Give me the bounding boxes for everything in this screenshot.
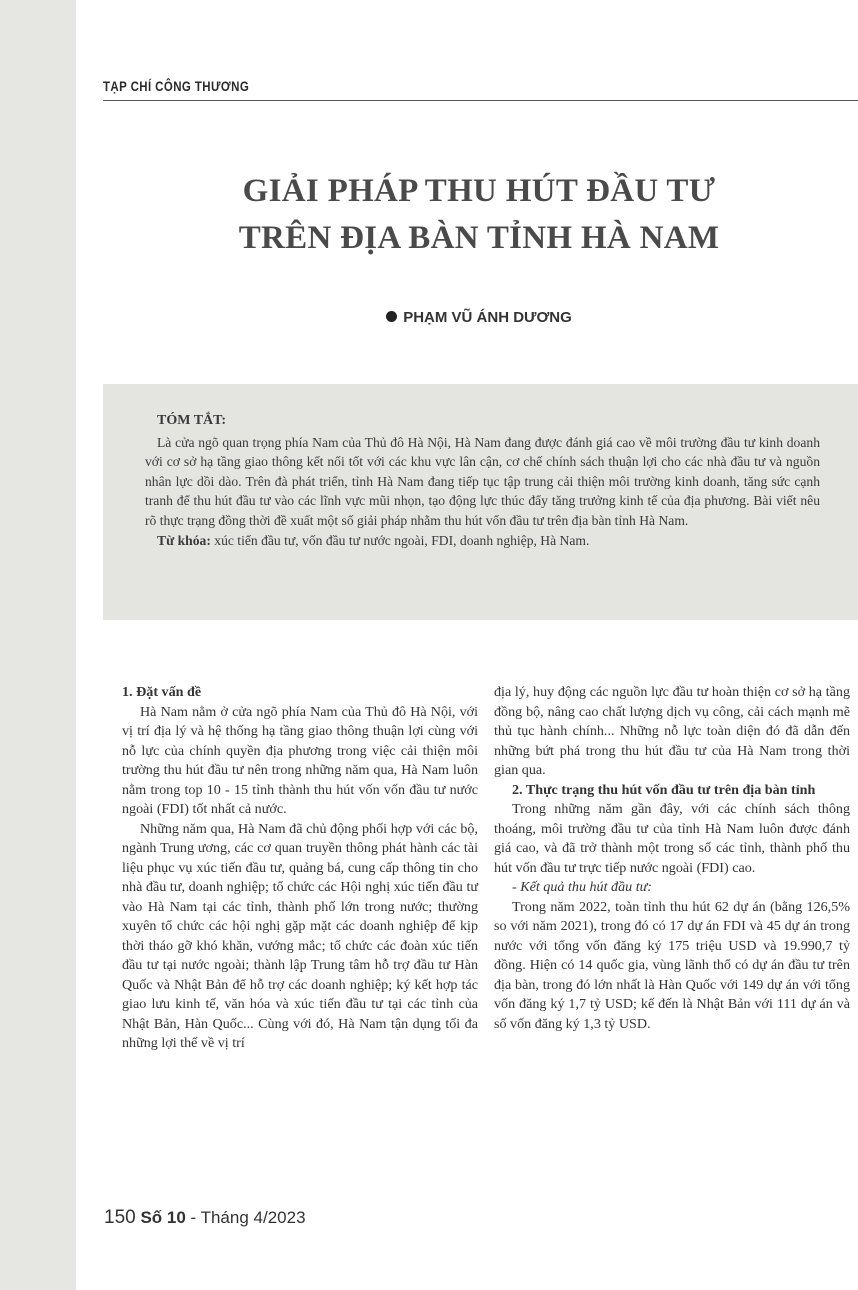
page-number: 150	[104, 1207, 136, 1228]
column-right	[494, 683, 850, 1034]
paragraph-1: Hà Nam nằm ở cửa ngõ phía Nam của Thủ đô Hà Nội, với vị trí địa lý và hệ thống hạ tầng giao thông thuận lợi cùng với nỗ lực của chính quyền địa phương trong việc cải thiện môi trường thu hút đầu tư nên trong những năm qua, Hà Nam luôn nằm trong top 10 - 15 tỉnh thành thu hút vốn vốn đầu tư nước ngoài (FDI) tốt nhất cả nước.	[122, 703, 478, 817]
column-left	[122, 683, 478, 1054]
paragraph-4: Trong năm 2022, toàn tỉnh thu hút 62 dự án (bằng 126,5% so với năm 2021), trong đó có 17 dự án FDI và 45 dự án trong nước với tổng vốn đăng ký 175 triệu USD và 19.990,7 tỷ đồng. Hiện có 14 quốc gia, vùng lãnh thổ có dự án đầu tư trên địa bàn, trong đó lớn nhất là Hàn Quốc với 149 dự án với tổng vốn đăng ký 1,7 tỷ USD; kế đến là Nhật Bản với 111 dự án và số vốn đăng ký 1,3 tỷ USD.	[494, 898, 850, 1032]
article-title	[100, 168, 858, 262]
title-line-2: TRÊN ĐỊA BÀN TỈNH HÀ NAM	[238, 220, 720, 256]
abstract-heading: TÓM TẮT:	[157, 413, 227, 428]
section-1-heading: 1. Đặt vấn đề	[122, 684, 202, 700]
issue-date: - Tháng 4/2023	[185, 1208, 306, 1227]
page-footer	[104, 1207, 306, 1229]
paragraph-2-continued: địa lý, huy động các nguồn lực đầu tư hoàn thiện cơ sở hạ tầng đồng bộ, nâng cao chất lượng dịch vụ công, cải cách mạnh mẽ thủ tục hành chính... Những nỗ lực toàn diện đó đã dẫn đến những bứt phá trong thu hút đầu tư của Hà Nam trong thời gian qua.	[494, 684, 850, 778]
paragraph-2: Những năm qua, Hà Nam đã chủ động phối hợp với các bộ, ngành Trung ương, các cơ quan truyền thông phát hành các tài liệu phục vụ xúc tiến đầu tư, quảng bá, cung cấp thông tin cho nhà đầu tư, doanh nghiệp; tổ chức các Hội nghị xúc tiến đầu tư vào Hà Nam tại các tỉnh, thành phố lớn trong nước; thường xuyên tổ chức các hội nghị gặp mặt các doanh nghiệp để kịp thời tháo gỡ khó khăn, vướng mắc; tổ chức các đoàn xúc tiến đầu tư tại nước ngoài; thành lập Trung tâm hỗ trợ đầu tư Hàn Quốc và Nhật Bản để hỗ trợ các doanh nghiệp; ký kết hợp tác giao lưu kinh tế, văn hóa và xúc tiến đầu tư tại các tỉnh của Nhật Bản, Hàn Quốc... Cùng với đó, Hà Nam tận dụng tối đa những lợi thế về vị trí	[122, 820, 478, 1051]
header-rule	[103, 100, 858, 101]
journal-name: TẠP CHÍ CÔNG THƯƠNG	[103, 78, 250, 94]
keywords	[145, 531, 820, 551]
abstract-text: Là cửa ngõ quan trọng phía Nam của Thủ đô Hà Nội, Hà Nam đang được đánh giá cao về môi trường đầu tư kinh doanh với cơ sở hạ tầng giao thông kết nối tốt với các khu vực lân cận, cơ chế chính sách thuận lợi cho các nhà đầu tư và nguồn nhân lực dồi dào. Trên đà phát triển, tỉnh Hà Nam đang tiếp tục tập trung cải thiện môi trường kinh doanh, tăng sức cạnh tranh để thu hút đầu tư vào các lĩnh vực mũi nhọn, tạo động lực thúc đẩy tăng trưởng kinh tế của địa phương. Bài viết nêu rõ thực trạng đồng thời đề xuất một số giải pháp nhằm thu hút vốn đầu tư trên địa bàn tỉnh Hà Nam.	[145, 434, 820, 528]
bullet-icon	[386, 311, 397, 322]
keywords-label: Từ khóa:	[157, 533, 211, 548]
abstract	[145, 411, 820, 551]
paragraph-3: Trong những năm gần đây, với các chính sách thông thoáng, môi trường đầu tư của tỉnh Hà Nam luôn được đánh giá cao, và đã trở thành một trong số các tỉnh, thành phố thu hút vốn đầu tư trực tiếp nước ngoài (FDI) cao.	[494, 801, 850, 876]
section-2-heading: 2. Thực trạng thu hút vốn đầu tư trên địa bàn tỉnh	[512, 781, 816, 798]
author-name: PHẠM VŨ ÁNH DƯƠNG	[403, 309, 572, 326]
subheading-results: - Kết quả thu hút đầu tư:	[512, 879, 653, 895]
keywords-text: xúc tiến đầu tư, vốn đầu tư nước ngoài, FDI, doanh nghiệp, Hà Nam.	[214, 533, 590, 548]
title-line-1: GIẢI PHÁP THU HÚT ĐẦU TƯ	[242, 173, 716, 209]
page-edge	[0, 0, 76, 1290]
issue-number: Số 10	[140, 1208, 186, 1227]
author-line	[100, 309, 858, 326]
